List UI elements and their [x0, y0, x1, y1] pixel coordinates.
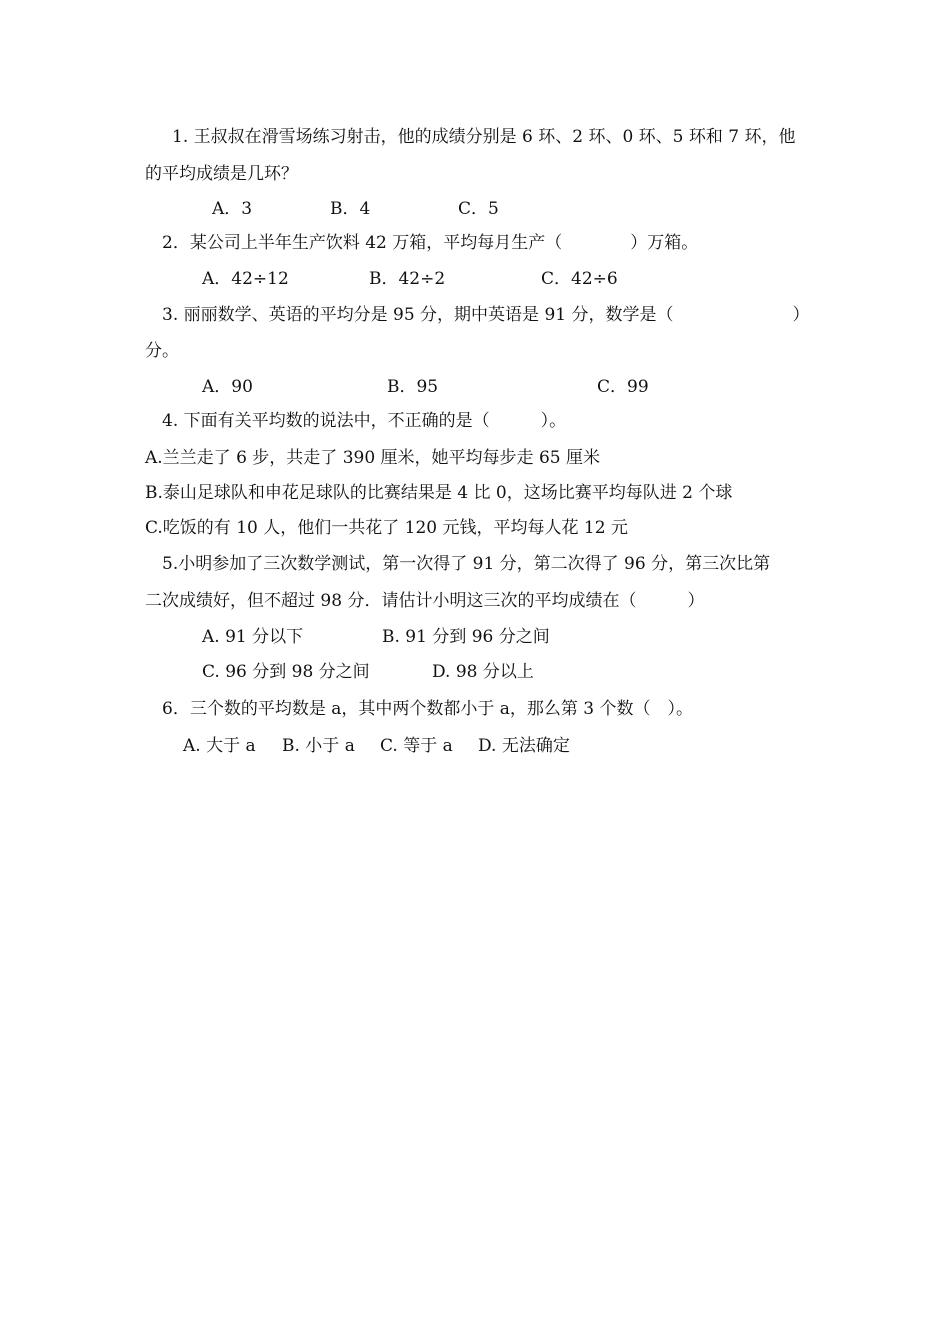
- q5-option-b: B. 91 分到 96 分之间: [382, 627, 550, 647]
- q1-option-c: C．5: [458, 199, 499, 219]
- q4-option-b: B.泰山足球队和申花足球队的比赛结果是 4 比 0，这场比赛平均每队进 2 个球: [145, 483, 733, 503]
- q5-option-a: A. 91 分以下: [202, 627, 304, 647]
- q1-option-b: B．4: [330, 199, 371, 219]
- q5-line-1: 5.小明参加了三次数学测试，第一次得了 91 分，第二次得了 96 分，第三次比第: [162, 554, 771, 574]
- q6-option-b: B. 小于 a: [282, 736, 355, 756]
- q3-line-2: 分。: [145, 341, 179, 361]
- q3-line-1: 3. 丽丽数学、英语的平均分是 95 分，期中英语是 91 分，数学是（ ）: [162, 305, 810, 325]
- q2-line-1: 2．某公司上半年生产饮料 42 万箱，平均每月生产（ ）万箱。: [162, 233, 699, 253]
- q2-option-c: C．42÷6: [541, 269, 618, 289]
- q5-option-d: D. 98 分以上: [432, 662, 534, 682]
- q3-option-b: B．95: [387, 377, 439, 397]
- q6-line-1: 6．三个数的平均数是 a，其中两个数都小于 a，那么第 3 个数（ ）。: [162, 699, 694, 719]
- q1-line-1: 1. 王叔叔在滑雪场练习射击，他的成绩分别是 6 环、2 环、0 环、5 环和 7 环，他: [172, 127, 796, 147]
- q2-option-a: A．42÷12: [202, 269, 289, 289]
- q6-option-d: D. 无法确定: [478, 736, 570, 756]
- q2-option-b: B．42÷2: [369, 269, 446, 289]
- q3-option-a: A．90: [202, 377, 253, 397]
- q5-option-c: C. 96 分到 98 分之间: [202, 662, 370, 682]
- q3-option-c: C．99: [597, 377, 649, 397]
- q4-option-c: C.吃饭的有 10 人，他们一共花了 120 元钱，平均每人花 12 元: [145, 518, 628, 538]
- q1-line-2: 的平均成绩是几环？: [145, 164, 298, 184]
- q1-option-a: A．3: [212, 199, 253, 219]
- q6-option-a: A. 大于 a: [183, 736, 256, 756]
- q4-option-a: A.兰兰走了 6 步，共走了 390 厘米，她平均每步走 65 厘米: [145, 448, 600, 468]
- q6-option-c: C. 等于 a: [380, 736, 453, 756]
- q4-line-1: 4. 下面有关平均数的说法中，不正确的是（ ）。: [162, 411, 567, 431]
- q5-line-2: 二次成绩好，但不超过 98 分．请估计小明这三次的平均成绩在（ ）: [145, 591, 705, 611]
